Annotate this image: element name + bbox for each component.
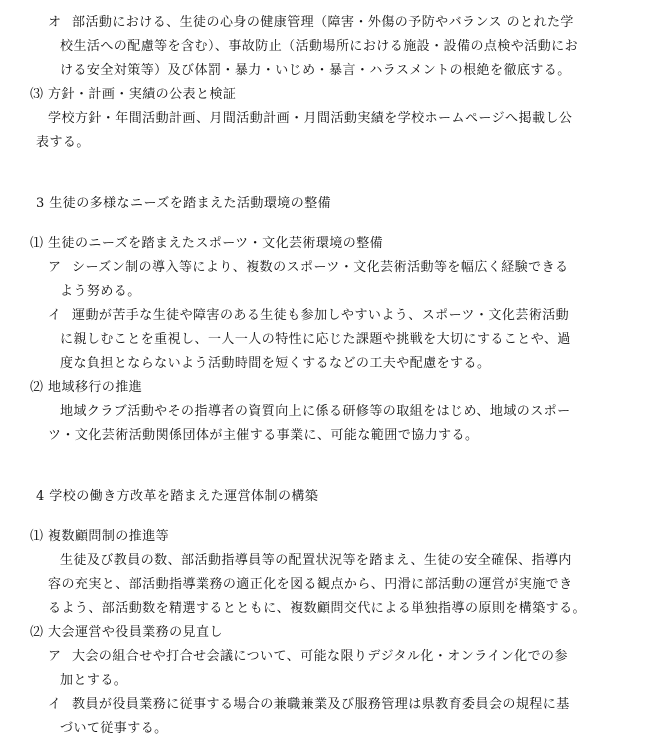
item-i-line: 教員が役員業務に従事する場合の兼職兼業及び服務管理は県教育委員会の規程に基 (72, 697, 570, 712)
subheading-number: ⑵ (30, 380, 44, 395)
subheading-3-2 (30, 380, 142, 396)
paragraph-line: 地域クラブ活動やその指導者の資質向上に係る研修等の取組をはじめ、地域のスポー (60, 404, 571, 419)
item-o-marker: オ (48, 15, 62, 30)
subheading-4-1 (30, 529, 169, 545)
item-i-marker: イ (48, 697, 62, 712)
paragraph-line: 表する。 (36, 135, 90, 150)
subheading-title: 生徒のニーズを踏まえたスポーツ・文化芸術環境の整備 (48, 236, 384, 251)
subheading-number: ⑵ (30, 625, 44, 640)
subheading-title: 複数顧問制の推進等 (48, 529, 170, 544)
item-o-line: 部活動における、生徒の心身の健康管理（障害・外傷の予防やバランス のとれた学 (72, 15, 574, 30)
subheading-3-1 (30, 236, 383, 252)
subheading-3 (30, 87, 236, 103)
subheading-number: ⑴ (30, 529, 44, 544)
item-i-line: づいて従事する。 (60, 721, 168, 736)
item-a-line: 加とする。 (60, 673, 128, 688)
paragraph-line: るよう、部活動数を精選するとともに、複数顧問交代による単独指導の原則を構築する。 (48, 601, 587, 616)
paragraph-line: 容の充実と、部活動指導業務の適正化を図る観点から、円滑に部活動の運営が実施でき (48, 577, 573, 592)
item-a-marker: ア (48, 649, 62, 664)
item-i-marker: イ (48, 308, 62, 323)
item-a-marker: ア (48, 260, 62, 275)
item-i-line: 度な負担とならないよう活動時間を短くするなどの工夫や配慮をする。 (60, 356, 491, 371)
subheading-number: ⑶ (30, 87, 44, 102)
item-o-line: 校生活への配慮等を含む）、事故防止（活動場所における施設・設備の点検や活動にお (60, 39, 579, 54)
paragraph-line: ツ・文化芸術活動関係団体が主催する事業に、可能な範囲で協力する。 (48, 428, 479, 443)
item-a-line: よう努める。 (60, 284, 141, 299)
subheading-4-2 (30, 625, 223, 641)
paragraph-line: 学校方針・年間活動計画、月間活動計画・月間活動実績を学校ホームページへ掲載し公 (48, 111, 573, 126)
item-i-line: 運動が苦手な生徒や障害のある生徒も参加しやすいよう、スポーツ・文化芸術活動 (72, 308, 570, 323)
subheading-title: 方針・計画・実績の公表と検証 (48, 87, 237, 102)
item-a-line: シーズン制の導入等により、複数のスポーツ・文化芸術活動等を幅広く経験できる (72, 260, 569, 275)
item-o-line: ける安全対策等）及び体罰・暴力・いじめ・暴言・ハラスメントの根絶を徹底する。 (60, 63, 571, 78)
item-a-line: 大会の組合せや打合せ会議について、可能な限りデジタル化・オンライン化での参 (72, 649, 568, 664)
subheading-number: ⑴ (30, 236, 44, 251)
subheading-title: 大会運営や役員業務の見直し (48, 625, 223, 640)
section-3-heading: 3 生徒の多様なニーズを踏まえた活動環境の整備 (36, 196, 332, 211)
section-4-heading: 4 学校の働き方改革を踏まえた運営体制の構築 (36, 489, 319, 504)
paragraph-line: 生徒及び教員の数、部活動指導員等の配置状況等を踏まえ、生徒の安全確保、指導内 (60, 553, 572, 568)
item-i-line: に親しむことを重視し、一人一人の特性に応じた課題や挑戦を大切にすることや、過 (60, 332, 571, 347)
subheading-title: 地域移行の推進 (48, 380, 143, 395)
